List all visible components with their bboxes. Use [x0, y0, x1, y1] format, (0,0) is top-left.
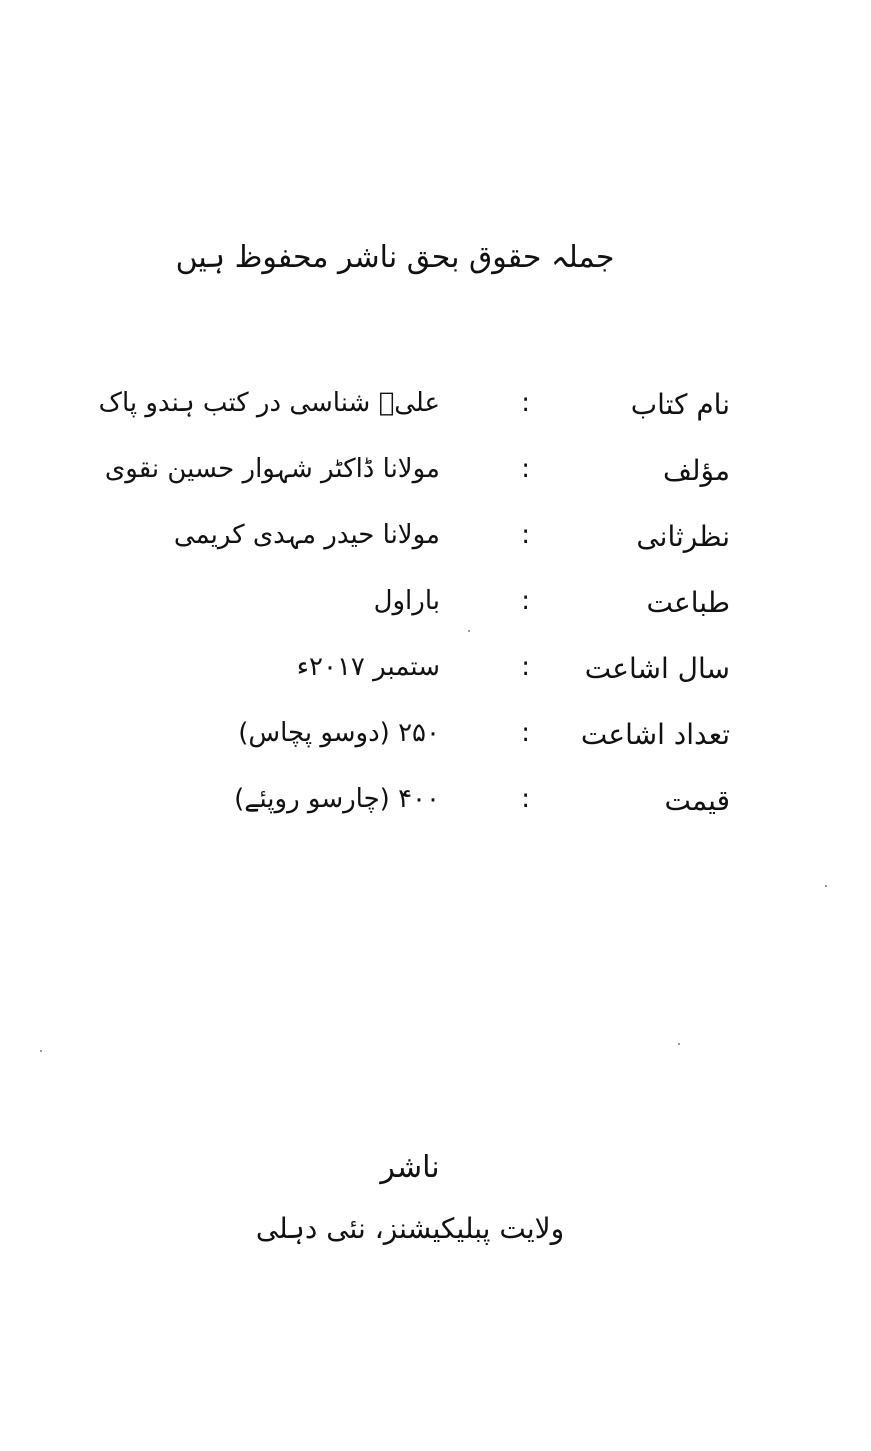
publisher-name: ولایت پبلیکیشنز، نئی دہلی	[255, 1212, 565, 1245]
detail-row-price	[150, 774, 730, 840]
detail-row-copies	[150, 708, 730, 774]
detail-separator: :	[521, 388, 530, 418]
detail-separator: :	[521, 784, 530, 814]
detail-separator: :	[521, 454, 530, 484]
detail-row-reviewer	[150, 510, 730, 576]
detail-separator: :	[521, 718, 530, 748]
scan-speck	[40, 1050, 42, 1052]
detail-value: ۴۰۰ (چارسو روپئے)	[234, 784, 440, 814]
detail-label: قیمت	[664, 784, 730, 817]
detail-separator: :	[521, 652, 530, 682]
scan-speck	[468, 630, 470, 632]
publisher-label: ناشر	[380, 1150, 440, 1185]
detail-label: سال اشاعت	[584, 652, 730, 685]
detail-value: ستمبر ۲۰۱۷ء	[296, 652, 440, 682]
scan-speck	[678, 1043, 680, 1045]
book-details	[98, 378, 730, 840]
detail-row-year	[150, 642, 730, 708]
detail-label: طباعت	[646, 586, 730, 619]
rights-statement: جملہ حقوق بحق ناشر محفوظ ہیں	[175, 240, 615, 275]
detail-value: ۲۵۰ (دوسو پچاس)	[238, 718, 440, 748]
detail-separator: :	[521, 586, 530, 616]
scan-speck	[825, 885, 827, 887]
detail-value: مولانا ڈاکٹر شہوار حسین نقوی	[104, 454, 440, 484]
detail-label: مؤلف	[663, 454, 730, 487]
detail-value: علیؑ شناسی در کتب ہندو پاک	[98, 388, 440, 418]
detail-label: تعداد اشاعت	[580, 718, 730, 751]
detail-row-author	[104, 444, 730, 510]
detail-row-edition	[150, 576, 730, 642]
detail-label: نام کتاب	[630, 388, 730, 421]
detail-row-title	[98, 378, 730, 444]
detail-value: مولانا حیدر مہدی کریمی	[173, 520, 440, 550]
detail-value: باراول	[373, 586, 440, 616]
detail-label: نظرثانی	[636, 520, 730, 553]
detail-separator: :	[521, 520, 530, 550]
